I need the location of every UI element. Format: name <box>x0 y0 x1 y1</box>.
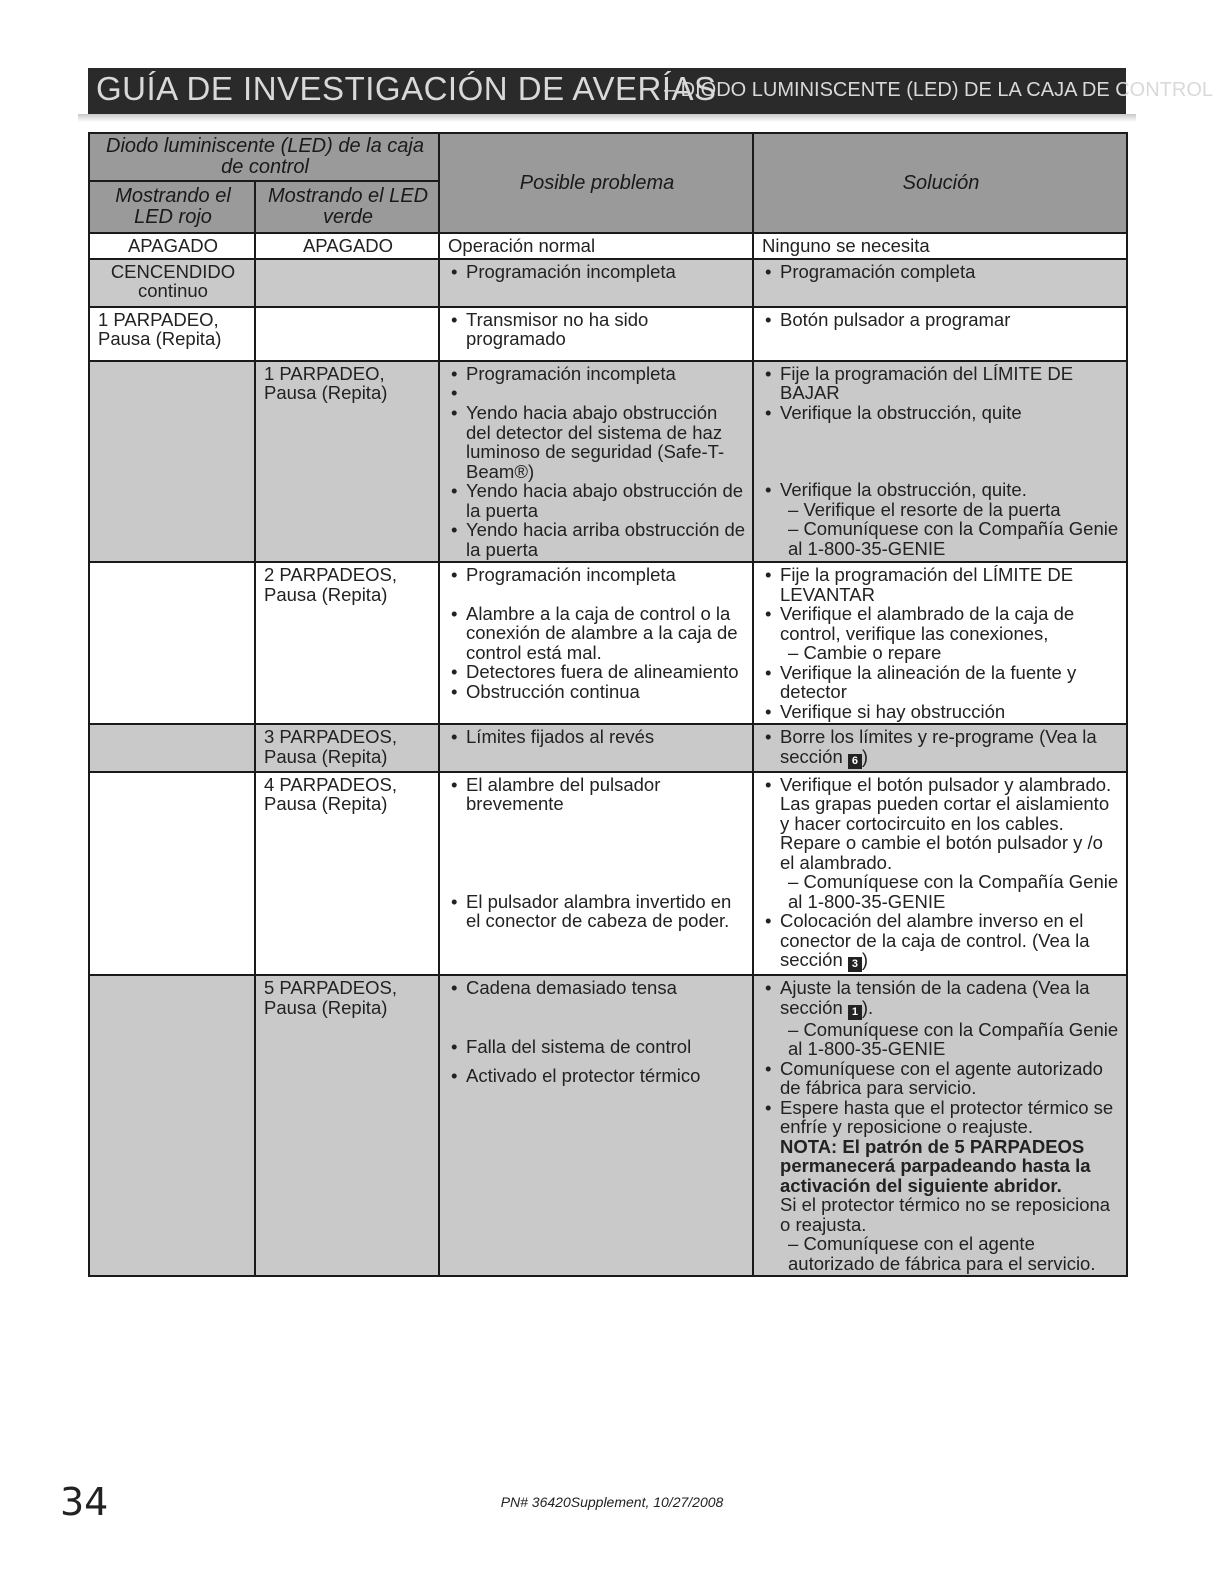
solution-item: • Programación completa <box>762 262 1120 282</box>
red-led-cell <box>89 772 255 976</box>
table-row <box>89 724 1127 772</box>
problem-item: • Yendo hacia abajo obstrucción de la puerta <box>448 481 746 520</box>
solution-cell <box>753 361 1127 563</box>
green-led-header: Mostrando el LED verde <box>255 181 439 233</box>
problem-cell <box>439 724 753 772</box>
solution-subitem: – Verifique el resorte de la puerta <box>788 498 1061 520</box>
table-row <box>89 562 1127 724</box>
red-led-cell: APAGADO <box>89 233 255 259</box>
solution-text-end: ) <box>861 745 869 767</box>
solution-text: Espere hasta que el protector térmico se enfríe y reposicione o reajuste. <box>780 1096 1114 1137</box>
solution-item <box>762 911 1120 972</box>
green-led-cell: 5 PARPADEOS, Pausa (Repita) <box>255 975 439 1276</box>
solution-item <box>762 978 1120 1059</box>
part-number: PN# 36420Supplement, 10/27/2008 <box>500 1494 724 1510</box>
problem-item: • Activado el protector térmico <box>448 1066 746 1086</box>
problem-cell <box>439 772 753 976</box>
table-row <box>89 259 1127 307</box>
problem-item: • Transmisor no ha sido programado <box>448 310 746 349</box>
solution-item: • Comuníquese con el agente autorizado de fábrica para servicio. <box>762 1059 1120 1098</box>
solution-text-end: ) <box>861 949 869 970</box>
solution-cell: Ninguno se necesita <box>753 233 1127 259</box>
problem-item: • Alambre a la caja de control o la conexión de alambre a la caja de control está mal. <box>448 604 746 663</box>
problem-item: • Obstrucción continua <box>448 682 746 702</box>
green-led-cell: APAGADO <box>255 233 439 259</box>
problem-cell: Operación normal <box>439 233 753 259</box>
page-number: 34 <box>60 1480 109 1524</box>
problem-item: • Yendo hacia abajo obstrucción del detector del sistema de haz luminoso de seguridad (Safe-T-Beam®) <box>448 403 746 481</box>
banner-title-sub: – DIODO LUMINISCENTE (LED) DE LA CAJA DE CONTROL <box>664 79 1213 101</box>
solution-item <box>762 480 1120 558</box>
solution-subitem: – Comuníquese con la Compañía Genie al 1-800-35-GENIE <box>788 518 1119 559</box>
problem-cell <box>439 975 753 1276</box>
solution-subitem: – Cambie o repare <box>788 642 942 663</box>
problem-item: • Límites fijados al revés <box>448 727 746 747</box>
solution-item: • Verifique si hay obstrucción <box>762 702 1120 722</box>
red-led-cell <box>89 562 255 724</box>
solution-cell <box>753 772 1127 976</box>
problem-cell <box>439 307 753 361</box>
problem-item: • Yendo hacia arriba obstrucción de la puerta <box>448 520 746 559</box>
solution-item: • Fije la programación del LÍMITE DE LEVANTAR <box>762 565 1120 604</box>
green-led-cell: 4 PARPADEOS, Pausa (Repita) <box>255 772 439 976</box>
table-row <box>89 307 1127 361</box>
problem-cell <box>439 259 753 307</box>
problem-item: • El pulsador alambra invertido en el conector de cabeza de poder. <box>448 892 746 931</box>
problem-item: • Cadena demasiado tensa <box>448 978 746 998</box>
red-led-cell: CENCENDIDO continuo <box>89 259 255 307</box>
solution-subitem: – Comuníquese con la Compañía Genie al 1-800-35-GENIE <box>788 1018 1119 1059</box>
section-ref-icon: 1 <box>848 1005 862 1020</box>
red-led-cell <box>89 975 255 1276</box>
problem-item: • Falla del sistema de control <box>448 1037 746 1057</box>
solution-cell <box>753 724 1127 772</box>
banner-title-main: GUÍA DE INVESTIGACIÓN DE AVERÍAS <box>96 70 717 107</box>
spacer <box>448 383 746 403</box>
problem-item: • Programación incompleta <box>448 565 746 585</box>
solution-text: Si el protector térmico no se reposiciona o reajusta. <box>780 1194 1111 1235</box>
note-text: NOTA: El patrón de 5 PARPADEOS permanecerá parpadeando hasta la activación del siguiente abridor. <box>780 1135 1091 1196</box>
led-group-header: Diodo luminiscente (LED) de la caja de control <box>89 133 439 181</box>
solution-text: Verifique el alambrado de la caja de control, verifique las conexiones, <box>780 603 1075 644</box>
solution-text: Borre los límites y re-programe (Vea la sección <box>780 726 1097 767</box>
red-led-cell: 1 PARPADEO, Pausa (Repita) <box>89 307 255 361</box>
green-led-cell <box>255 259 439 307</box>
solution-item: • Verifique la alineación de la fuente y detector <box>762 663 1120 702</box>
solution-subitem: – Comuníquese con el agente autorizado de fábrica para el servicio. <box>788 1233 1096 1274</box>
section-ref-icon: 6 <box>848 754 862 769</box>
problem-item: • El alambre del pulsador brevemente <box>448 775 746 814</box>
section-ref-icon: 3 <box>848 957 862 972</box>
green-led-cell <box>255 307 439 361</box>
solution-cell <box>753 259 1127 307</box>
solution-item <box>762 727 1120 769</box>
table-row <box>89 233 1127 259</box>
red-led-cell <box>89 361 255 563</box>
problem-item: • Programación incompleta <box>448 262 746 282</box>
green-led-cell: 3 PARPADEOS, Pausa (Repita) <box>255 724 439 772</box>
solution-text-end: ). <box>861 996 874 1018</box>
solution-item <box>762 775 1120 912</box>
banner-shadow <box>78 114 1136 122</box>
solution-subitem: – Comuníquese con la Compañía Genie al 1-800-35-GENIE <box>788 871 1119 912</box>
solution-text: Verifique el botón pulsador y alambrado. Las grapas pueden cortar el aislamiento y hacer cortocircuito en los cables. Repare o cambie el botón pulsador y /o el alambrado. <box>780 773 1112 873</box>
green-led-cell: 1 PARPADEO, Pausa (Repita) <box>255 361 439 563</box>
solution-item: • Botón pulsador a programar <box>762 310 1120 330</box>
problem-item: • Programación incompleta <box>448 364 746 384</box>
solution-item <box>762 604 1120 663</box>
solution-item: • Verifique la obstrucción, quite <box>762 403 1120 423</box>
solution-item <box>762 1098 1120 1274</box>
troubleshooting-table <box>88 132 1128 1277</box>
problem-cell <box>439 562 753 724</box>
red-led-cell <box>89 724 255 772</box>
solution-cell <box>753 975 1127 1276</box>
solution-item: • Fije la programación del LÍMITE DE BAJAR <box>762 364 1120 403</box>
problem-item: • Detectores fuera de alineamiento <box>448 662 746 682</box>
solution-text: Colocación del alambre inverso en el conector de la caja de control. (Vea la sección <box>780 910 1090 970</box>
green-led-cell: 2 PARPADEOS, Pausa (Repita) <box>255 562 439 724</box>
solution-text: Ajuste la tensión de la cadena (Vea la sección <box>780 977 1090 1018</box>
problem-cell <box>439 361 753 563</box>
problem-header: Posible problema <box>439 133 753 233</box>
solution-cell <box>753 307 1127 361</box>
table-row <box>89 975 1127 1276</box>
solution-header: Solución <box>753 133 1127 233</box>
title-banner <box>88 68 1213 114</box>
table-row <box>89 772 1127 976</box>
red-led-header: Mostrando el LED rojo <box>89 181 255 233</box>
table-row <box>89 361 1127 563</box>
solution-cell <box>753 562 1127 724</box>
solution-text: Verifique la obstrucción, quite. <box>780 479 1027 500</box>
